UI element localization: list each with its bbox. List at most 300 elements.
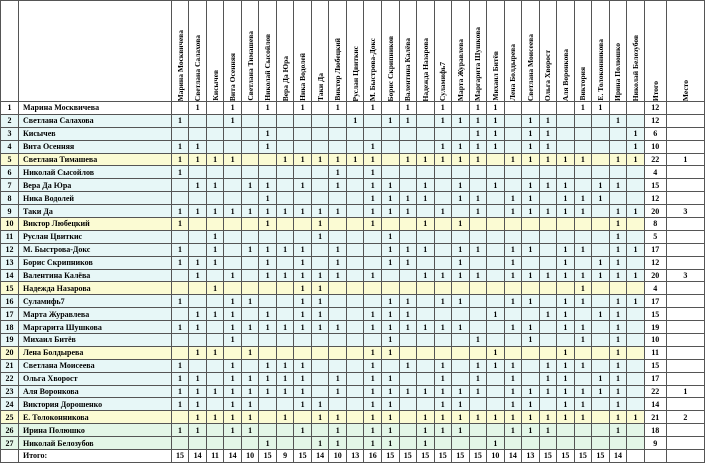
row-place[interactable]: [666, 127, 704, 140]
score-cell[interactable]: [522, 437, 540, 450]
score-cell[interactable]: [276, 424, 294, 437]
score-cell[interactable]: 1: [294, 269, 312, 282]
score-cell[interactable]: [329, 308, 347, 321]
score-cell[interactable]: 1: [329, 321, 347, 334]
score-cell[interactable]: 1: [539, 114, 557, 127]
score-cell[interactable]: [276, 437, 294, 450]
score-cell[interactable]: [592, 140, 610, 153]
score-cell[interactable]: 1: [504, 398, 522, 411]
score-cell[interactable]: [276, 230, 294, 243]
score-cell[interactable]: 1: [329, 411, 347, 424]
score-cell[interactable]: [329, 140, 347, 153]
score-cell[interactable]: 1: [557, 192, 575, 205]
score-cell[interactable]: 1: [189, 411, 207, 424]
score-cell[interactable]: [417, 205, 435, 218]
score-cell[interactable]: [294, 230, 312, 243]
score-cell[interactable]: [346, 346, 364, 359]
score-cell[interactable]: [487, 192, 505, 205]
participant-name[interactable]: Светлана Салахова: [18, 114, 171, 127]
score-cell[interactable]: [224, 192, 242, 205]
score-cell[interactable]: [504, 334, 522, 347]
score-cell[interactable]: [522, 359, 540, 372]
score-cell[interactable]: [627, 437, 645, 450]
score-cell[interactable]: [574, 179, 592, 192]
score-cell[interactable]: 1: [311, 153, 329, 166]
score-cell[interactable]: [206, 359, 224, 372]
score-cell[interactable]: 1: [206, 243, 224, 256]
score-cell[interactable]: [241, 114, 259, 127]
score-cell[interactable]: 1: [609, 153, 627, 166]
score-cell[interactable]: 1: [189, 372, 207, 385]
score-cell[interactable]: 1: [241, 372, 259, 385]
score-cell[interactable]: [434, 282, 452, 295]
score-cell[interactable]: 1: [504, 359, 522, 372]
score-cell[interactable]: 1: [609, 359, 627, 372]
score-cell[interactable]: [469, 424, 487, 437]
score-cell[interactable]: 1: [381, 192, 399, 205]
score-cell[interactable]: 1: [171, 424, 189, 437]
score-cell[interactable]: [241, 102, 259, 115]
score-cell[interactable]: [189, 359, 207, 372]
column-sum[interactable]: [627, 450, 645, 463]
score-cell[interactable]: 1: [259, 127, 277, 140]
score-cell[interactable]: [574, 424, 592, 437]
score-cell[interactable]: [329, 114, 347, 127]
score-cell[interactable]: [609, 166, 627, 179]
score-cell[interactable]: 1: [539, 179, 557, 192]
score-cell[interactable]: [487, 385, 505, 398]
score-cell[interactable]: 1: [329, 179, 347, 192]
score-cell[interactable]: 1: [574, 205, 592, 218]
score-cell[interactable]: 1: [557, 411, 575, 424]
score-cell[interactable]: [364, 230, 382, 243]
score-cell[interactable]: 1: [171, 359, 189, 372]
row-place[interactable]: 1: [666, 153, 704, 166]
column-header[interactable]: [557, 1, 575, 102]
score-cell[interactable]: 1: [539, 424, 557, 437]
score-cell[interactable]: 1: [452, 192, 470, 205]
score-cell[interactable]: [276, 398, 294, 411]
score-cell[interactable]: [259, 153, 277, 166]
score-cell[interactable]: [592, 321, 610, 334]
score-cell[interactable]: 1: [364, 359, 382, 372]
score-cell[interactable]: 1: [224, 385, 242, 398]
row-place[interactable]: 3: [666, 205, 704, 218]
column-header[interactable]: [171, 1, 189, 102]
score-cell[interactable]: [469, 179, 487, 192]
score-cell[interactable]: [592, 218, 610, 231]
score-cell[interactable]: 1: [574, 243, 592, 256]
row-place[interactable]: [666, 179, 704, 192]
score-cell[interactable]: [399, 282, 417, 295]
score-cell[interactable]: [241, 256, 259, 269]
score-cell[interactable]: [294, 114, 312, 127]
score-cell[interactable]: [522, 256, 540, 269]
score-cell[interactable]: 1: [434, 385, 452, 398]
score-cell[interactable]: 1: [417, 411, 435, 424]
score-cell[interactable]: 1: [522, 321, 540, 334]
score-cell[interactable]: 1: [381, 334, 399, 347]
score-cell[interactable]: 1: [609, 411, 627, 424]
column-sum[interactable]: 16: [364, 450, 382, 463]
column-header[interactable]: [399, 1, 417, 102]
score-cell[interactable]: [627, 385, 645, 398]
score-cell[interactable]: 1: [557, 256, 575, 269]
column-sum[interactable]: 9: [276, 450, 294, 463]
score-cell[interactable]: 1: [189, 140, 207, 153]
score-cell[interactable]: 1: [189, 308, 207, 321]
score-cell[interactable]: [399, 166, 417, 179]
score-cell[interactable]: [417, 398, 435, 411]
score-cell[interactable]: [504, 218, 522, 231]
score-cell[interactable]: [627, 359, 645, 372]
row-total[interactable]: 20: [644, 205, 666, 218]
score-cell[interactable]: [276, 308, 294, 321]
score-cell[interactable]: 1: [294, 102, 312, 115]
column-sum[interactable]: 14: [609, 450, 627, 463]
score-cell[interactable]: [311, 256, 329, 269]
score-cell[interactable]: [592, 205, 610, 218]
score-cell[interactable]: 1: [259, 256, 277, 269]
score-cell[interactable]: 1: [224, 321, 242, 334]
score-cell[interactable]: 1: [259, 218, 277, 231]
score-cell[interactable]: 1: [381, 256, 399, 269]
score-cell[interactable]: [399, 127, 417, 140]
score-cell[interactable]: 1: [574, 334, 592, 347]
score-cell[interactable]: [504, 166, 522, 179]
score-cell[interactable]: [609, 282, 627, 295]
score-cell[interactable]: [539, 437, 557, 450]
score-cell[interactable]: 1: [469, 385, 487, 398]
score-cell[interactable]: 1: [259, 359, 277, 372]
column-sum[interactable]: 15: [259, 450, 277, 463]
row-place[interactable]: [666, 114, 704, 127]
score-cell[interactable]: [557, 114, 575, 127]
column-sum[interactable]: 15: [574, 450, 592, 463]
score-cell[interactable]: [259, 334, 277, 347]
score-cell[interactable]: 1: [206, 411, 224, 424]
score-cell[interactable]: [452, 205, 470, 218]
score-cell[interactable]: 1: [399, 295, 417, 308]
score-cell[interactable]: [294, 127, 312, 140]
score-cell[interactable]: [592, 411, 610, 424]
score-cell[interactable]: [592, 127, 610, 140]
score-cell[interactable]: [539, 192, 557, 205]
row-place[interactable]: [666, 359, 704, 372]
score-cell[interactable]: [224, 166, 242, 179]
score-cell[interactable]: 1: [189, 424, 207, 437]
score-cell[interactable]: 1: [329, 385, 347, 398]
score-cell[interactable]: [346, 359, 364, 372]
row-place[interactable]: [666, 398, 704, 411]
score-cell[interactable]: [592, 230, 610, 243]
score-cell[interactable]: [276, 346, 294, 359]
score-cell[interactable]: 1: [399, 321, 417, 334]
score-cell[interactable]: [452, 372, 470, 385]
score-cell[interactable]: [346, 295, 364, 308]
score-cell[interactable]: [206, 398, 224, 411]
score-cell[interactable]: 1: [259, 243, 277, 256]
footer-number-cell[interactable]: [1, 450, 19, 463]
score-cell[interactable]: [241, 437, 259, 450]
score-cell[interactable]: 1: [469, 102, 487, 115]
score-cell[interactable]: 1: [434, 102, 452, 115]
score-cell[interactable]: [504, 437, 522, 450]
row-total[interactable]: 4: [644, 282, 666, 295]
score-cell[interactable]: 1: [504, 243, 522, 256]
score-cell[interactable]: 1: [399, 192, 417, 205]
score-cell[interactable]: 1: [452, 321, 470, 334]
score-cell[interactable]: 1: [364, 308, 382, 321]
score-cell[interactable]: 1: [609, 321, 627, 334]
score-cell[interactable]: [592, 424, 610, 437]
score-cell[interactable]: 1: [294, 424, 312, 437]
score-cell[interactable]: [434, 346, 452, 359]
row-place[interactable]: [666, 437, 704, 450]
score-cell[interactable]: 1: [434, 205, 452, 218]
score-cell[interactable]: 1: [627, 127, 645, 140]
column-header[interactable]: [346, 1, 364, 102]
score-cell[interactable]: [329, 346, 347, 359]
score-cell[interactable]: [224, 437, 242, 450]
score-cell[interactable]: 1: [206, 179, 224, 192]
participant-name[interactable]: Вита Осенняя: [18, 140, 171, 153]
score-cell[interactable]: 1: [224, 359, 242, 372]
score-cell[interactable]: 1: [206, 230, 224, 243]
score-cell[interactable]: 1: [592, 385, 610, 398]
row-total[interactable]: 12: [644, 102, 666, 115]
score-cell[interactable]: 1: [171, 372, 189, 385]
score-cell[interactable]: 1: [381, 295, 399, 308]
score-cell[interactable]: [452, 334, 470, 347]
participant-name[interactable]: Виктория Дорошенко: [18, 398, 171, 411]
score-cell[interactable]: [346, 385, 364, 398]
score-cell[interactable]: 1: [381, 437, 399, 450]
score-cell[interactable]: [171, 230, 189, 243]
score-cell[interactable]: [346, 321, 364, 334]
score-cell[interactable]: [434, 334, 452, 347]
row-number[interactable]: 26: [1, 424, 19, 437]
score-cell[interactable]: [329, 230, 347, 243]
row-number[interactable]: 15: [1, 282, 19, 295]
row-total[interactable]: 10: [644, 334, 666, 347]
row-number[interactable]: 7: [1, 179, 19, 192]
score-cell[interactable]: 1: [522, 179, 540, 192]
score-cell[interactable]: 1: [609, 295, 627, 308]
score-cell[interactable]: 1: [259, 372, 277, 385]
score-cell[interactable]: [171, 346, 189, 359]
score-cell[interactable]: [381, 359, 399, 372]
score-cell[interactable]: 1: [311, 398, 329, 411]
score-cell[interactable]: 1: [504, 256, 522, 269]
score-cell[interactable]: [609, 437, 627, 450]
score-cell[interactable]: [539, 102, 557, 115]
column-header[interactable]: [241, 1, 259, 102]
score-cell[interactable]: [189, 437, 207, 450]
score-cell[interactable]: [364, 114, 382, 127]
row-total[interactable]: 9: [644, 437, 666, 450]
score-cell[interactable]: [241, 192, 259, 205]
score-cell[interactable]: [346, 192, 364, 205]
row-total[interactable]: 20: [644, 269, 666, 282]
row-place[interactable]: [666, 192, 704, 205]
column-header[interactable]: [469, 1, 487, 102]
score-cell[interactable]: 1: [294, 282, 312, 295]
score-cell[interactable]: 1: [469, 372, 487, 385]
participant-name[interactable]: Николай Белозубов: [18, 437, 171, 450]
row-total[interactable]: 19: [644, 321, 666, 334]
score-cell[interactable]: 1: [364, 437, 382, 450]
score-cell[interactable]: 1: [189, 346, 207, 359]
score-cell[interactable]: 1: [329, 372, 347, 385]
column-header[interactable]: [329, 1, 347, 102]
score-cell[interactable]: [487, 218, 505, 231]
score-cell[interactable]: 1: [487, 102, 505, 115]
column-sum[interactable]: 13: [522, 450, 540, 463]
score-cell[interactable]: [557, 437, 575, 450]
score-cell[interactable]: [557, 127, 575, 140]
score-cell[interactable]: [276, 256, 294, 269]
row-place[interactable]: [666, 243, 704, 256]
score-cell[interactable]: [592, 282, 610, 295]
score-cell[interactable]: 1: [574, 269, 592, 282]
participant-name[interactable]: Вера Да Юра: [18, 179, 171, 192]
score-cell[interactable]: 1: [399, 114, 417, 127]
column-header[interactable]: [504, 1, 522, 102]
score-cell[interactable]: 1: [294, 321, 312, 334]
score-cell[interactable]: 1: [434, 140, 452, 153]
score-cell[interactable]: 1: [522, 411, 540, 424]
score-cell[interactable]: [469, 256, 487, 269]
score-cell[interactable]: 1: [574, 102, 592, 115]
score-cell[interactable]: [224, 346, 242, 359]
score-cell[interactable]: [627, 398, 645, 411]
score-cell[interactable]: 1: [452, 295, 470, 308]
score-cell[interactable]: 1: [364, 411, 382, 424]
score-cell[interactable]: [592, 295, 610, 308]
score-cell[interactable]: [504, 346, 522, 359]
score-cell[interactable]: 1: [609, 269, 627, 282]
score-cell[interactable]: 1: [241, 385, 259, 398]
score-cell[interactable]: [329, 295, 347, 308]
score-cell[interactable]: [171, 102, 189, 115]
score-cell[interactable]: 1: [539, 127, 557, 140]
score-cell[interactable]: 1: [452, 269, 470, 282]
score-cell[interactable]: [417, 359, 435, 372]
score-cell[interactable]: 1: [469, 205, 487, 218]
score-cell[interactable]: 1: [294, 398, 312, 411]
score-cell[interactable]: 1: [522, 114, 540, 127]
row-number[interactable]: 3: [1, 127, 19, 140]
score-cell[interactable]: 1: [189, 205, 207, 218]
score-cell[interactable]: 1: [364, 153, 382, 166]
score-cell[interactable]: [294, 140, 312, 153]
score-cell[interactable]: 1: [241, 346, 259, 359]
column-sum[interactable]: 15: [294, 450, 312, 463]
score-cell[interactable]: 1: [539, 372, 557, 385]
score-cell[interactable]: 1: [452, 398, 470, 411]
score-cell[interactable]: [364, 282, 382, 295]
score-cell[interactable]: [469, 437, 487, 450]
score-cell[interactable]: [311, 102, 329, 115]
score-cell[interactable]: 1: [539, 385, 557, 398]
score-cell[interactable]: 1: [504, 269, 522, 282]
column-header[interactable]: [417, 1, 435, 102]
score-cell[interactable]: [609, 127, 627, 140]
column-sum[interactable]: 15: [469, 450, 487, 463]
row-total[interactable]: 17: [644, 243, 666, 256]
score-cell[interactable]: 1: [627, 411, 645, 424]
score-cell[interactable]: [539, 166, 557, 179]
score-cell[interactable]: [627, 308, 645, 321]
score-cell[interactable]: 1: [206, 256, 224, 269]
column-sum[interactable]: 10: [329, 450, 347, 463]
score-cell[interactable]: 1: [504, 372, 522, 385]
row-place[interactable]: [666, 321, 704, 334]
score-cell[interactable]: [399, 334, 417, 347]
score-cell[interactable]: [557, 424, 575, 437]
score-cell[interactable]: [241, 308, 259, 321]
score-cell[interactable]: 1: [522, 334, 540, 347]
row-number[interactable]: 9: [1, 205, 19, 218]
score-cell[interactable]: [294, 411, 312, 424]
score-cell[interactable]: [189, 127, 207, 140]
score-cell[interactable]: 1: [224, 205, 242, 218]
participant-name[interactable]: Николай Сысойлов: [18, 166, 171, 179]
score-cell[interactable]: 1: [487, 359, 505, 372]
score-cell[interactable]: 1: [609, 230, 627, 243]
score-cell[interactable]: 1: [469, 127, 487, 140]
score-cell[interactable]: [522, 308, 540, 321]
score-cell[interactable]: 1: [311, 308, 329, 321]
score-cell[interactable]: [434, 166, 452, 179]
score-cell[interactable]: [346, 166, 364, 179]
score-cell[interactable]: [417, 230, 435, 243]
score-cell[interactable]: 1: [522, 192, 540, 205]
score-cell[interactable]: 1: [224, 295, 242, 308]
row-number[interactable]: 6: [1, 166, 19, 179]
score-cell[interactable]: 1: [609, 346, 627, 359]
score-cell[interactable]: 1: [417, 385, 435, 398]
score-cell[interactable]: [487, 269, 505, 282]
score-cell[interactable]: 1: [557, 321, 575, 334]
score-cell[interactable]: 1: [189, 102, 207, 115]
score-cell[interactable]: 1: [294, 256, 312, 269]
row-total[interactable]: 12: [644, 114, 666, 127]
score-cell[interactable]: 1: [171, 218, 189, 231]
score-cell[interactable]: [171, 192, 189, 205]
column-sum[interactable]: 15: [592, 450, 610, 463]
score-cell[interactable]: [539, 295, 557, 308]
score-cell[interactable]: [504, 102, 522, 115]
row-place[interactable]: 3: [666, 269, 704, 282]
participant-name[interactable]: Ника Водолей: [18, 192, 171, 205]
score-cell[interactable]: [364, 243, 382, 256]
score-cell[interactable]: [259, 114, 277, 127]
score-cell[interactable]: 1: [417, 321, 435, 334]
score-cell[interactable]: [224, 230, 242, 243]
participant-name[interactable]: Валентина Калёва: [18, 269, 171, 282]
column-header[interactable]: [592, 1, 610, 102]
score-cell[interactable]: 1: [329, 102, 347, 115]
score-cell[interactable]: [224, 179, 242, 192]
score-cell[interactable]: [452, 308, 470, 321]
score-cell[interactable]: 1: [364, 192, 382, 205]
score-cell[interactable]: 1: [469, 140, 487, 153]
score-cell[interactable]: [329, 218, 347, 231]
score-cell[interactable]: 1: [171, 243, 189, 256]
row-total[interactable]: 15: [644, 308, 666, 321]
